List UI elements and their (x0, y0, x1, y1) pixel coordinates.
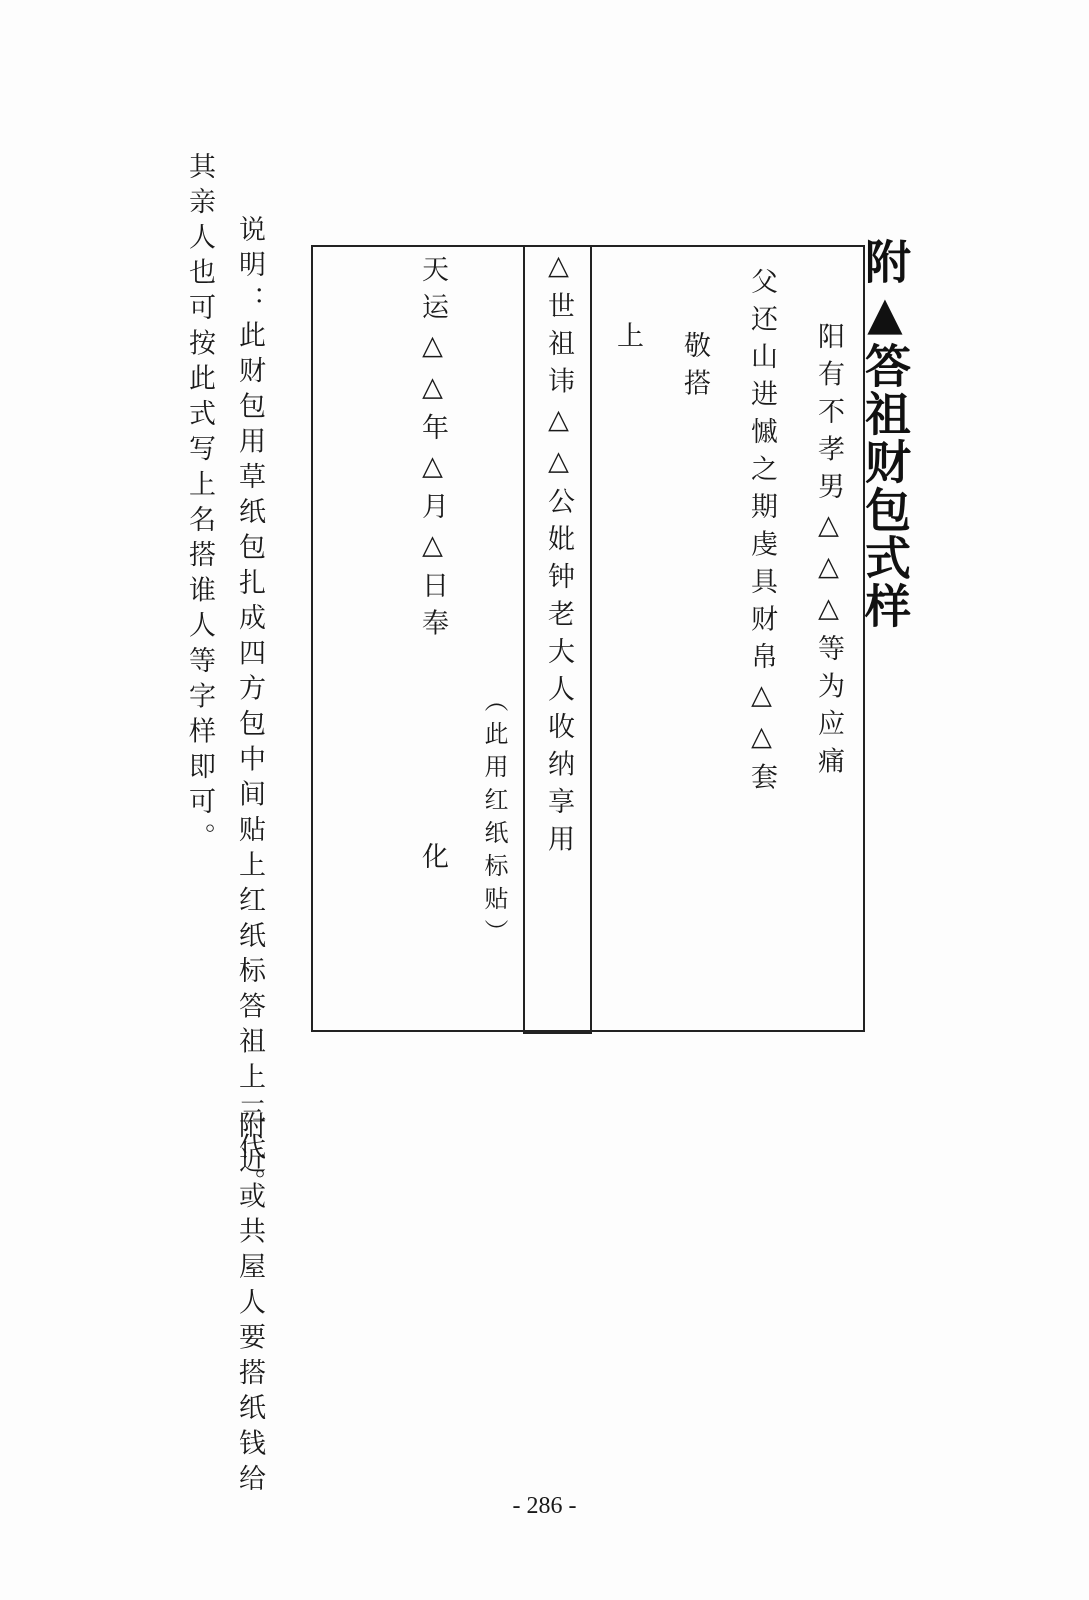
strip-text: △世祖讳△△公妣钟老大人收纳享用 (543, 250, 574, 862)
strip-note: （此用红纸标贴） (480, 688, 508, 952)
explanation-col-1b: 附近或共屋人要搭纸钱给 (234, 1111, 265, 1500)
date-end: 化 (417, 842, 448, 880)
page-number: - 286 - (512, 1493, 577, 1519)
explanation-col-1a: 说明：此财包用草纸包扎成四方包中间贴上红纸标答祖上三代。 (234, 215, 265, 1204)
form-line-2: 父还山进慽之期虔具财帛△△套 (746, 267, 777, 800)
form-line-3: 敬搭 (679, 331, 710, 406)
explanation-col-2: 其亲人也可按此式写上名搭谁人等字样即可。 (184, 152, 215, 858)
form-line-1: 阳有不孝男△△△等为应痛 (813, 322, 844, 784)
date-line: 天运△△年△月△日奉 (417, 255, 448, 646)
form-line-4: 上 (612, 321, 643, 359)
page-title: 附▲答祖财包式样 (858, 238, 912, 630)
